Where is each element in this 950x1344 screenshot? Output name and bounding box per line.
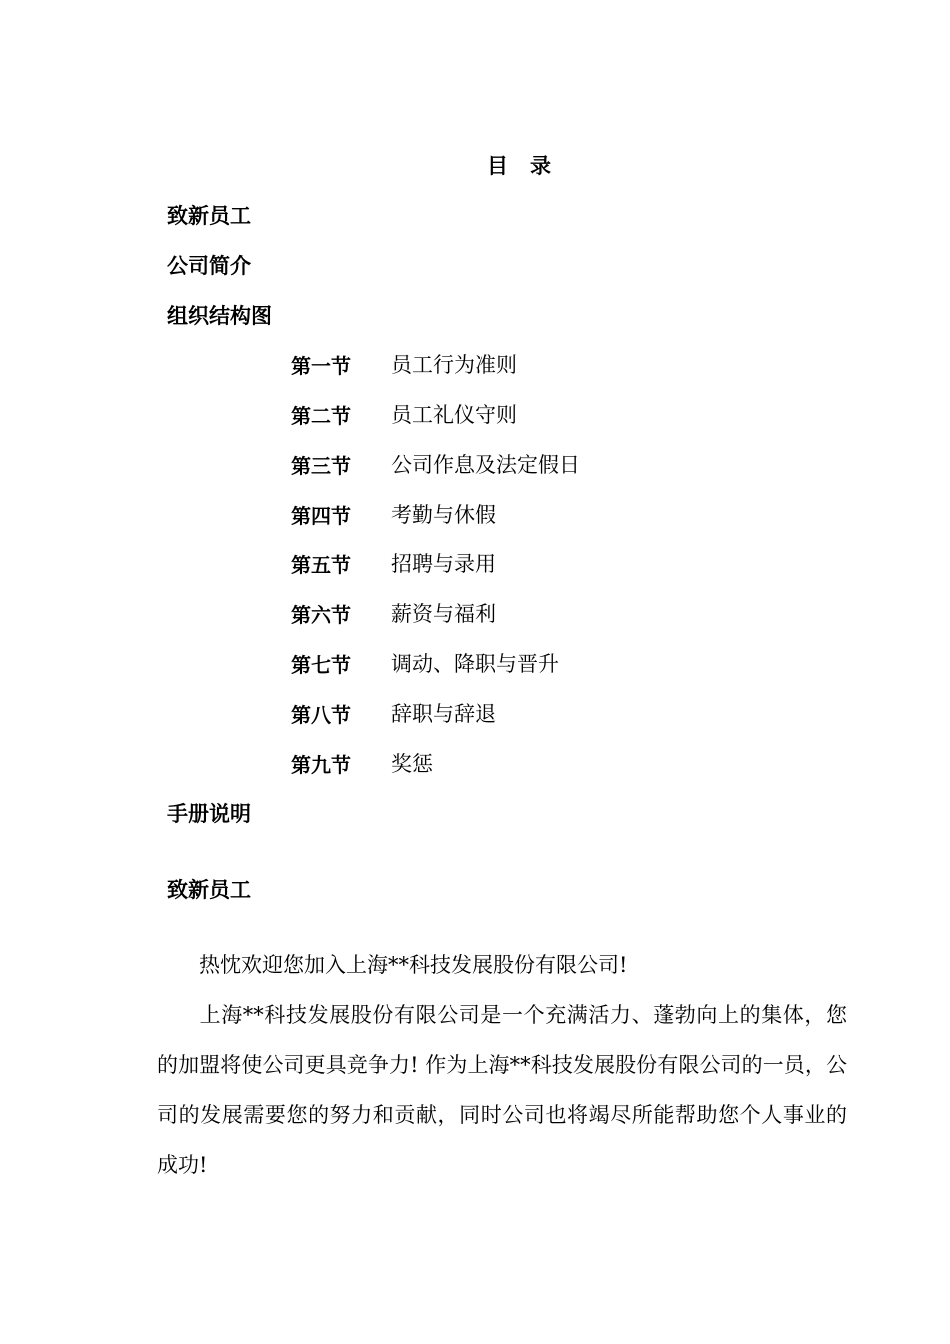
toc-section-title[interactable]: 考勤与休假	[391, 503, 496, 527]
toc-section-number[interactable]: 第九节	[291, 753, 351, 777]
toc-section-number[interactable]: 第六节	[291, 603, 351, 627]
toc-section-title[interactable]: 薪资与福利	[391, 602, 496, 626]
toc-section-number[interactable]: 第三节	[291, 454, 351, 478]
letter-heading: 致新员工	[167, 877, 251, 902]
toc-section-title[interactable]: 辞职与辞退	[391, 702, 496, 726]
toc-item-org-chart[interactable]: 组织结构图	[167, 303, 272, 328]
toc-section-title[interactable]: 公司作息及法定假日	[391, 453, 580, 477]
toc-section-title[interactable]: 员工行为准则	[391, 353, 517, 377]
letter-greeting-text: 热忱欢迎您加入上海**科技发展股份有限公司!	[199, 953, 628, 977]
toc-section-number[interactable]: 第五节	[291, 553, 351, 577]
toc-item-to-new-staff[interactable]: 致新员工	[167, 203, 251, 228]
toc-section-title[interactable]: 招聘与录用	[391, 552, 496, 576]
toc-section-title[interactable]: 奖惩	[391, 752, 433, 776]
toc-item-company-profile[interactable]: 公司简介	[167, 253, 251, 278]
toc-title: 目录	[487, 153, 573, 178]
toc-section-title[interactable]: 员工礼仪守则	[391, 403, 517, 427]
toc-section-number[interactable]: 第四节	[291, 504, 351, 528]
toc-section-number[interactable]: 第二节	[291, 404, 351, 428]
letter-greeting	[157, 940, 847, 990]
letter-body-text: 上海**科技发展股份有限公司是一个充满活力、蓬勃向上的集体，您的加盟将使公司更具竞争力! 作为上海**科技发展股份有限公司的一员，公司的发展需要您的努力和贡献，同时公司也将竭尽所能帮助您个人事业的成功!	[157, 1003, 847, 1177]
toc-section-number[interactable]: 第七节	[291, 653, 351, 677]
letter-body	[157, 990, 847, 1190]
toc-section-number[interactable]: 第一节	[291, 354, 351, 378]
toc-item-manual-notes[interactable]: 手册说明	[167, 801, 251, 826]
toc-section-title[interactable]: 调动、降职与晋升	[391, 652, 559, 676]
toc-section-number[interactable]: 第八节	[291, 703, 351, 727]
